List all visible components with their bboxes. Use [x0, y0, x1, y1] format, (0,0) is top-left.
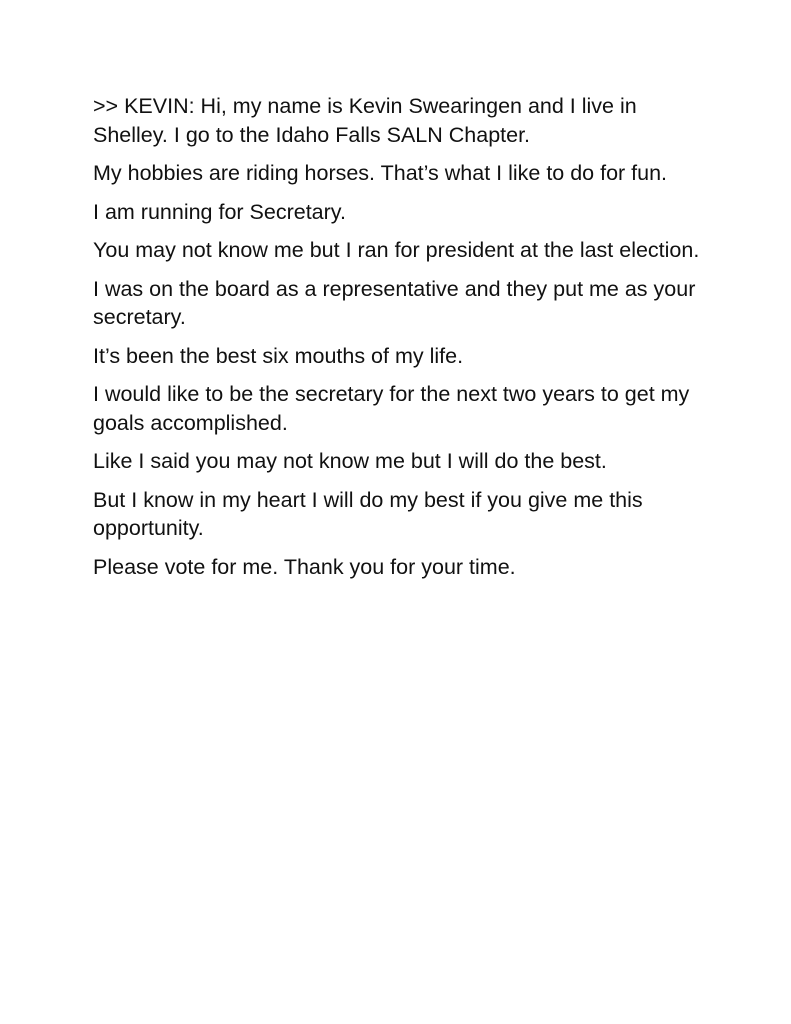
paragraph-vote: Please vote for me. Thank you for your time.: [93, 554, 516, 579]
paragraph-hobbies: My hobbies are riding horses. That’s what I like to do for fun.: [93, 161, 668, 185]
paragraph-intro: >> KEVIN: Hi, my name is Kevin Swearingen and I live in Shelley. I go to the Idaho Falls SALN Chapter.: [93, 94, 637, 147]
transcript-body: [93, 92, 703, 591]
paragraph-board: I was on the board as a representative and they put me as your secretary.: [93, 276, 696, 329]
paragraph-opportunity: But I know in my heart I will do my best if you give me this opportunity.: [93, 487, 643, 540]
paragraph-goals: I would like to be the secretary for the next two years to get my goals accomplished.: [93, 382, 690, 435]
paragraph-last-election: You may not know me but I ran for president at the last election.: [93, 238, 700, 262]
paragraph-running: I am running for Secretary.: [93, 199, 346, 224]
paragraph-six-months: It’s been the best six mouths of my life.: [93, 343, 464, 368]
paragraph-do-the-best: Like I said you may not know me but I will do the best.: [93, 449, 607, 473]
